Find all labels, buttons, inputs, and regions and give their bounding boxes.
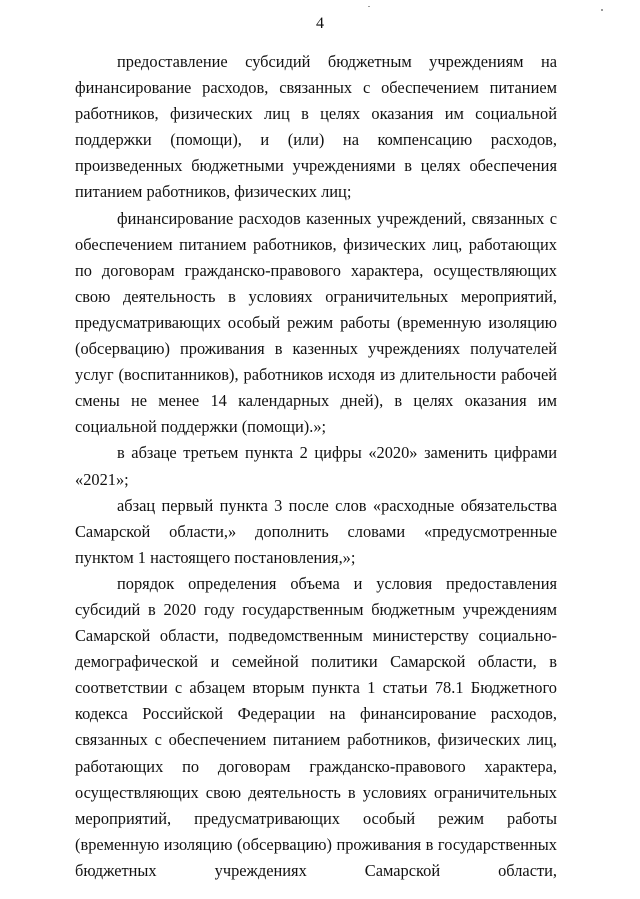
paragraph-item-3-amendment: абзац первый пункта 3 после слов «расходные обязательства Самарской области,» дополнить словами «предусмотренные пунктом 1 настоящего постановления,»;	[75, 495, 557, 567]
scan-speck	[601, 9, 603, 11]
paragraph-item-2-amendment: в абзаце третьем пункта 2 цифры «2020» заменить цифрами «2021»;	[75, 443, 557, 489]
paragraph-procedure: порядок определения объема и условия предоставления субсидий в 2020 году государственным бюджетным учреждениям Самарской области, подведомственным министерству социально-демографической и семейной политики Самарской области, в соответствии с абзацем вторым пункта 1 статьи 78.1 Бюджетного кодекса Российской Федерации на финансирование расходов, связанных с обеспечением питанием работников, физических лиц, работающих по договорам гражданско-правового характера, осуществляющих свою деятельность в условиях ограничительных мероприятий, предусматривающих особый режим работы (временную изоляцию (обсервацию) проживания в государственных бюджетных учреждениях Самарской области,	[75, 573, 557, 880]
scan-speck	[368, 6, 370, 7]
paragraph-state-institutions: финансирование расходов казенных учреждений, связанных с обеспечением питанием работников, физических лиц, работающих по договорам гражданско-правового характера, осуществляющих свою деятельность в условиях ограничительных мероприятий, предусматривающих особый режим работы (временную изоляцию (обсервацию) проживания в казенных учреждениях получателей услуг (воспитанников), работников исходя из длительности рабочей смены не менее 14 календарных дней), в целях оказания им социальной поддержки (помощи).»;	[75, 208, 557, 437]
paragraph-subsidies: предоставление субсидий бюджетным учреждениям на финансирование расходов, связанных с обеспечением питанием работников, физических лиц в целях оказания им социальной поддержки (помощи), и (или) на компенсацию расходов, произведенных бюджетными учреждениями в целях обеспечения питанием работников, физических лиц;	[75, 52, 557, 202]
page-number: 4	[316, 15, 324, 32]
document-body	[75, 49, 557, 884]
